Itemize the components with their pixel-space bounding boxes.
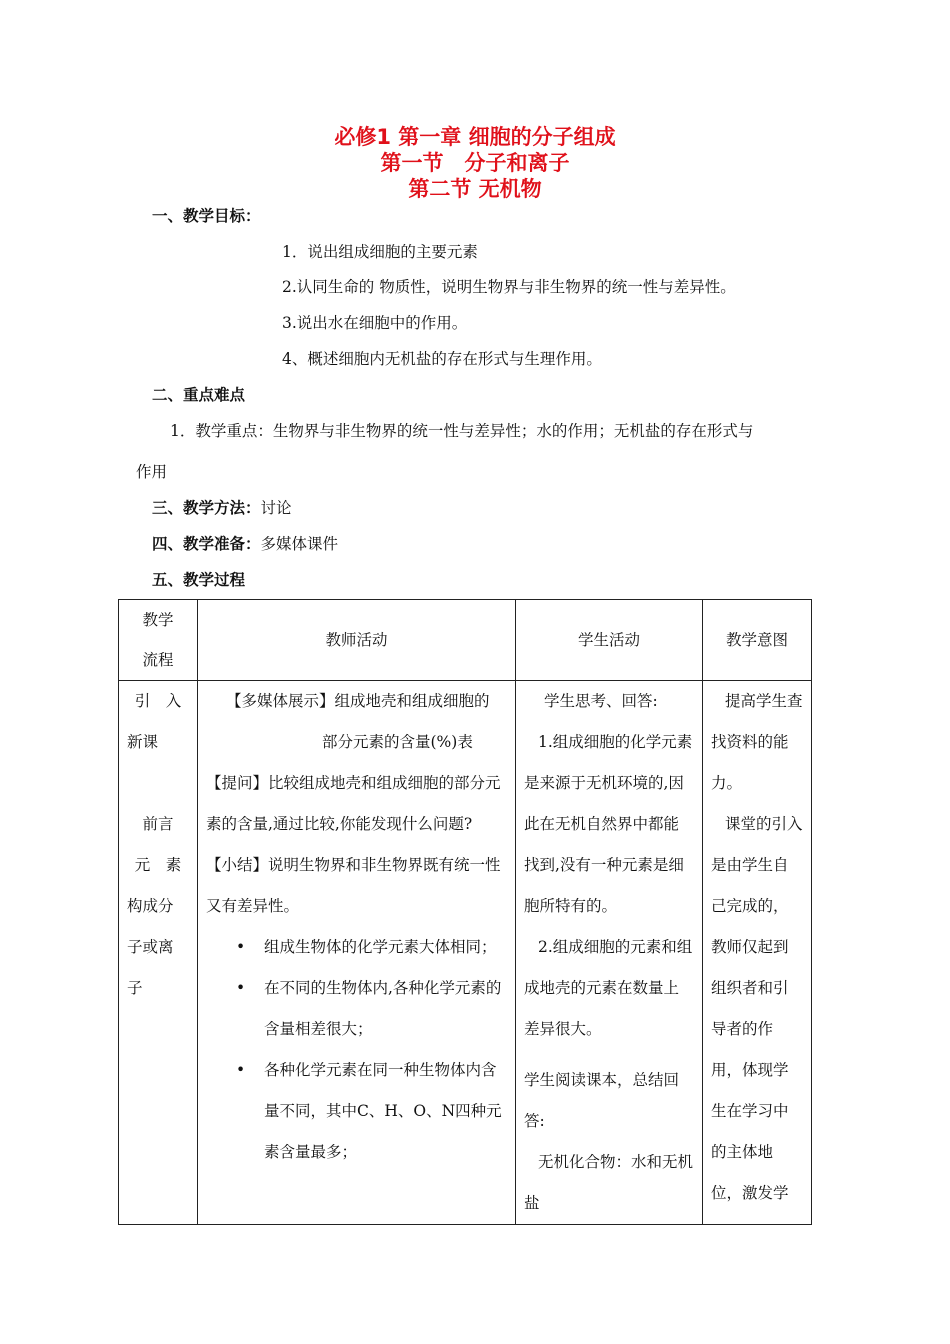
- header-teacher: 教师活动: [198, 600, 516, 681]
- table-row: [119, 681, 812, 1225]
- intent-cell: [703, 681, 812, 1225]
- key-points-line-1: 1．教学重点：生物界与非生物界的统一性与差异性；水的作用；无机盐的存在形式与: [170, 422, 754, 440]
- teacher-bullet-item: • 组成生物体的化学元素大体相同；: [206, 927, 507, 968]
- bullet-dot-icon: •: [236, 979, 246, 997]
- student-paragraph-1: 学生思考、回答:: [544, 692, 658, 710]
- teacher-activity-cell: [198, 681, 516, 1225]
- flow-item: 元 素: [134, 856, 182, 874]
- goal-item-3: 3.说出水在细胞中的作用。: [282, 314, 468, 332]
- student-paragraph-2: 1.组成细胞的化学元素是来源于无机环境的,因此在无机自然界中都能找到,没有一种元素是细胞所特有的。: [524, 733, 693, 915]
- intent-paragraph-2: 课堂的引入是由学生自己完成的，教师仅起到组织者和引导者的作用，体现学生在学习中的主体地位，激发学: [711, 815, 803, 1202]
- teaching-process-table: [118, 599, 812, 1225]
- teacher-paragraph-1: 【多媒体展示】组成地壳和组成细胞的: [226, 692, 490, 710]
- prep-line: [152, 532, 338, 554]
- student-paragraph-4: 学生阅读课本，总结回答:: [524, 1071, 680, 1130]
- teacher-paragraph-2: 【提问】比较组成地壳和组成细胞的部分元素的含量,通过比较,你能发现什么问题?: [206, 774, 501, 833]
- key-points-heading: 二、重点难点: [152, 386, 246, 404]
- intent-paragraph-1: 提高学生查找资料的能力。: [711, 692, 803, 792]
- header-intent: 教学意图: [703, 600, 812, 681]
- student-paragraph-5: 无机化合物：水和无机盐: [524, 1153, 694, 1212]
- header-flow-line-1: 教学: [142, 611, 174, 629]
- teacher-bullet-item: • 在不同的生物体内,各种化学元素的含量相差很大；: [206, 968, 507, 1050]
- method-line: [152, 496, 292, 518]
- bullet-dot-icon: •: [236, 938, 246, 956]
- prep-value: 多媒体课件: [260, 535, 339, 553]
- header-student: 学生活动: [516, 600, 703, 681]
- student-activity-cell: [516, 681, 703, 1225]
- header-flow: [119, 600, 198, 681]
- teacher-paragraph-3: 【小结】说明生物界和非生物界既有统一性又有差异性。: [206, 856, 501, 915]
- student-paragraph-3: 2.组成细胞的元素和组成地壳的元素在数量上差异很大。: [524, 938, 693, 1038]
- main-title: 必修1 第一章 细胞的分子组成: [334, 125, 616, 149]
- flow-item: 子: [127, 979, 143, 997]
- prep-heading: 四、教学准备：: [152, 535, 261, 553]
- goals-heading: 一、教学目标：: [152, 207, 261, 225]
- teacher-paragraph-1b: 部分元素的含量(%)表: [322, 733, 473, 751]
- goal-item-4: 4、概述细胞内无机盐的存在形式与生理作用。: [282, 350, 602, 368]
- goal-item-2: 2.认同生命的 物质性，说明生物界与非生物界的统一性与差异性。: [282, 278, 736, 296]
- flow-item: 前言: [142, 815, 174, 833]
- method-value: 讨论: [260, 499, 292, 517]
- flow-item: 子或离: [127, 938, 174, 956]
- table-header-row: [119, 600, 812, 681]
- flow-item: 构成分: [127, 897, 174, 915]
- title-block: [0, 124, 950, 202]
- key-points-line-2: 作用: [136, 463, 168, 481]
- process-heading: 五、教学过程: [152, 571, 246, 589]
- subtitle-section-1: 第一节 分子和离子: [380, 151, 570, 175]
- bullet-dot-icon: •: [236, 1061, 246, 1079]
- teacher-bullet-item: • 各种化学元素在同一种生物体内含量不同，其中C、H、O、N四种元素含量最多；: [206, 1050, 507, 1173]
- method-heading: 三、教学方法：: [152, 499, 261, 517]
- flow-item: 引 入: [134, 692, 182, 710]
- flow-item: 新课: [127, 733, 159, 751]
- goal-item-1: 1．说出组成细胞的主要元素: [282, 243, 478, 261]
- header-flow-line-2: 流程: [142, 651, 174, 669]
- subtitle-section-2: 第二节 无机物: [408, 177, 542, 201]
- flow-cell: [119, 681, 198, 1225]
